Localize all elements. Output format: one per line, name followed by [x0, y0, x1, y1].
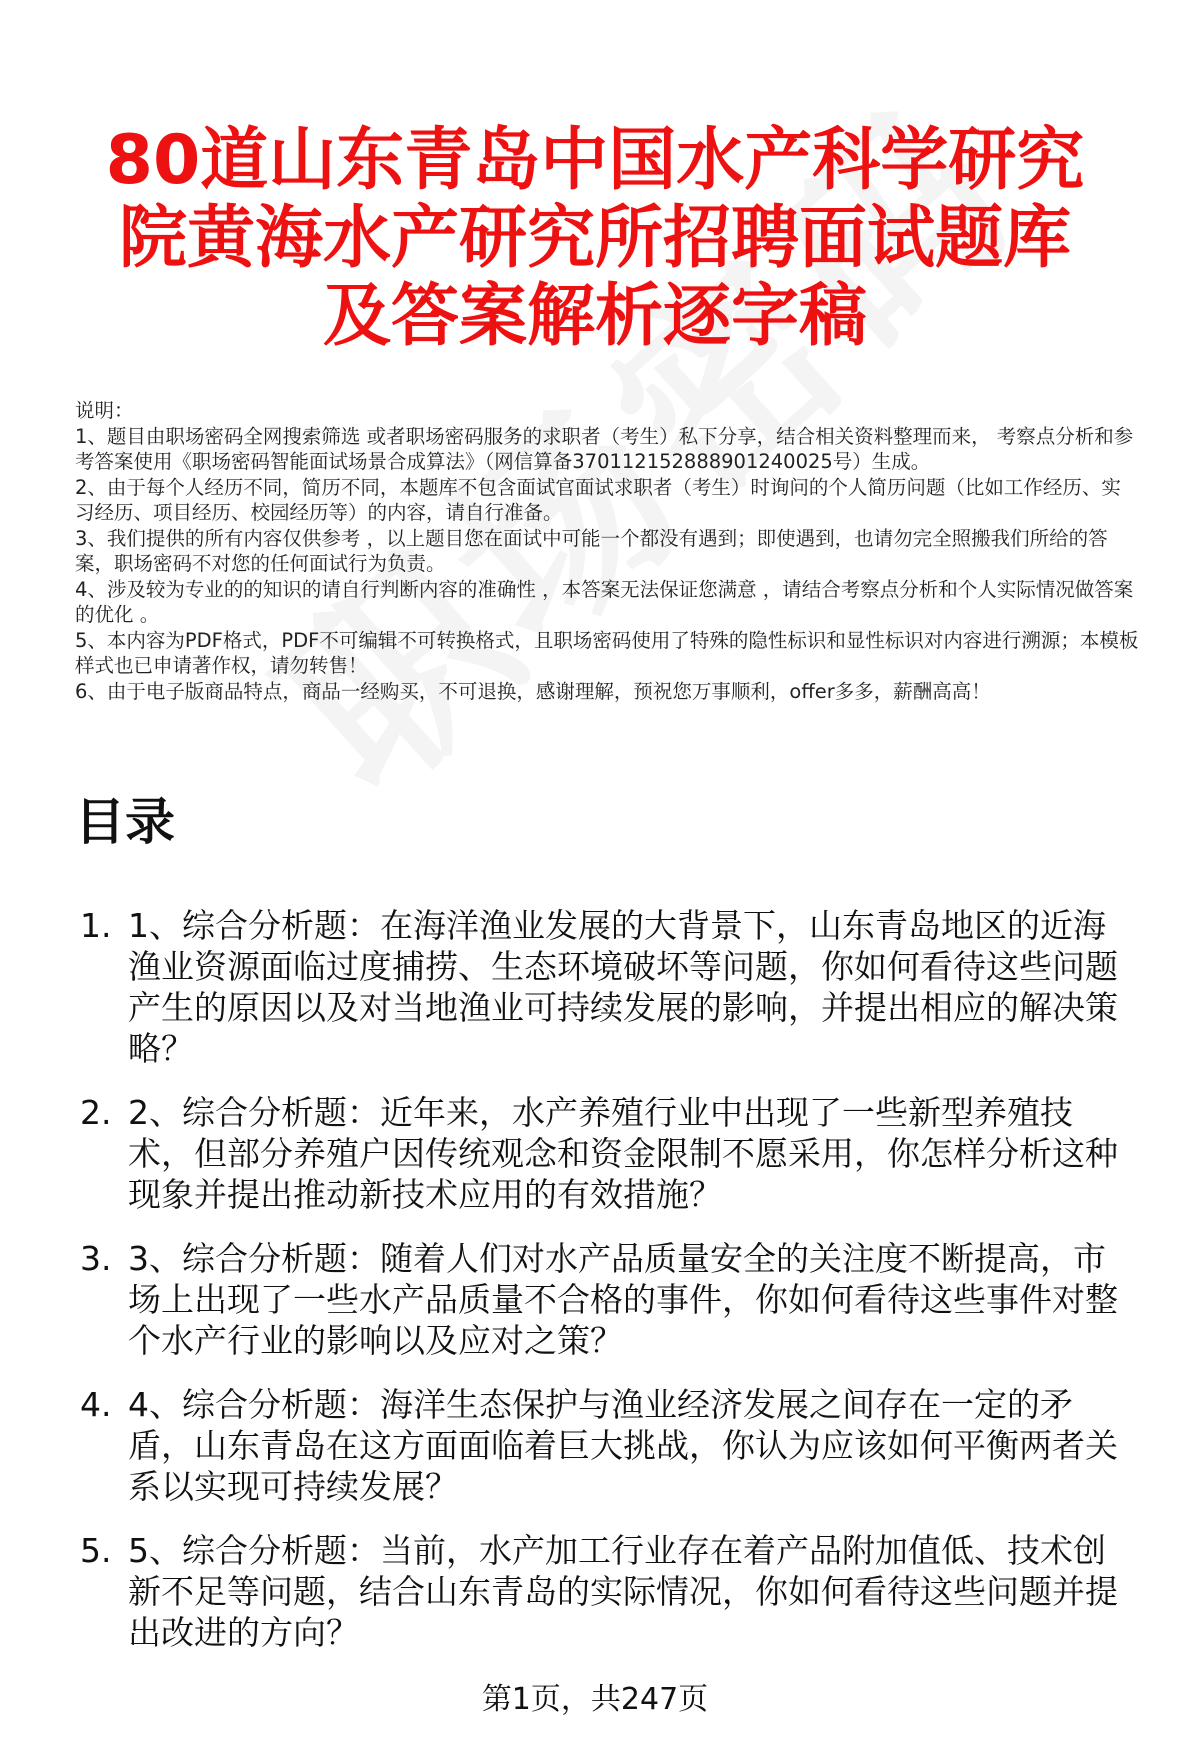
- toc-item[interactable]: [0, 1238, 1190, 1361]
- note-item: 2、由于每个人经历不同，简历不同，本题库不包含面试官面试求职者（考生）时询问的个人简历问题（比如工作经历、实习经历、项目经历、校园经历等）的内容，请自行准备。: [75, 475, 1121, 524]
- notes-section: [75, 398, 1140, 704]
- note-item: 5、本内容为PDF格式，PDF不可编辑不可转换格式，且职场密码使用了特殊的隐性标识和显性标识对内容进行溯源；本模板样式也已申请著作权，请勿转售！: [75, 628, 1139, 677]
- page-footer: 第1页，共247页: [481, 1682, 709, 1717]
- toc-item[interactable]: [0, 1530, 1190, 1653]
- toc-item-text: 3、综合分析题：随着人们对水产品质量安全的关注度不断提高，市场上出现了一些水产品质量不合格的事件，你如何看待这些事件对整个水产行业的影响以及应对之策？: [128, 1239, 1118, 1360]
- toc-item-number: 3.: [80, 1239, 112, 1278]
- notes-heading: 说明：: [75, 399, 134, 422]
- note-item: 1、题目由职场密码全网搜索筛选 或者职场密码服务的求职者（考生）私下分享，结合相关资料整理而来， 考察点分析和参考答案使用《职场密码智能面试场景合成算法》（网信算备370112152888901240025号）生成。: [75, 424, 1134, 473]
- toc-item[interactable]: [0, 1092, 1190, 1215]
- note-item: 4、涉及较为专业的的知识的请自行判断内容的准确性 ，本答案无法保证您满意 ，请结合考察点分析和个人实际情况做答案的优化 。: [75, 577, 1134, 626]
- toc-item-number: 4.: [80, 1385, 112, 1424]
- toc-item[interactable]: [0, 905, 1190, 1069]
- document-title: 80道山东青岛中国水产科学研究院黄海水产研究所招聘面试题库及答案解析逐字稿: [105, 121, 1085, 356]
- toc-item-text: 1、综合分析题：在海洋渔业发展的大背景下，山东青岛地区的近海渔业资源面临过度捕捞、生态环境破坏等问题，你如何看待这些问题产生的原因以及对当地渔业可持续发展的影响，并提出相应的解决策略？: [128, 906, 1118, 1068]
- toc-item-text: 4、综合分析题：海洋生态保护与渔业经济发展之间存在一定的矛盾，山东青岛在这方面面临着巨大挑战，你认为应该如何平衡两者关系以实现可持续发展？: [128, 1385, 1118, 1506]
- toc-item-number: 5.: [80, 1531, 112, 1570]
- toc-heading: 目录: [75, 793, 175, 851]
- toc-item-text: 5、综合分析题：当前，水产加工行业存在着产品附加值低、技术创新不足等问题，结合山东青岛的实际情况，你如何看待这些问题并提出改进的方向？: [128, 1531, 1118, 1652]
- note-item: 3、我们提供的所有内容仅供参考 ，以上题目您在面试中可能一个都没有遇到；即使遇到，也请勿完全照搬我们所给的答案，职场密码不对您的任何面试行为负责。: [75, 526, 1108, 575]
- toc-item-number: 1.: [80, 906, 112, 945]
- note-item: 6、由于电子版商品特点，商品一经购买，不可退换，感谢理解，预祝您万事顺利，offer多多，薪酬高高！: [75, 679, 991, 703]
- toc-item[interactable]: [0, 1384, 1190, 1507]
- toc-item-number: 2.: [80, 1093, 112, 1132]
- toc-list: [0, 905, 1190, 1676]
- toc-item-text: 2、综合分析题：近年来，水产养殖行业中出现了一些新型养殖技术，但部分养殖户因传统观念和资金限制不愿采用，你怎样分析这种现象并提出推动新技术应用的有效措施？: [128, 1093, 1118, 1214]
